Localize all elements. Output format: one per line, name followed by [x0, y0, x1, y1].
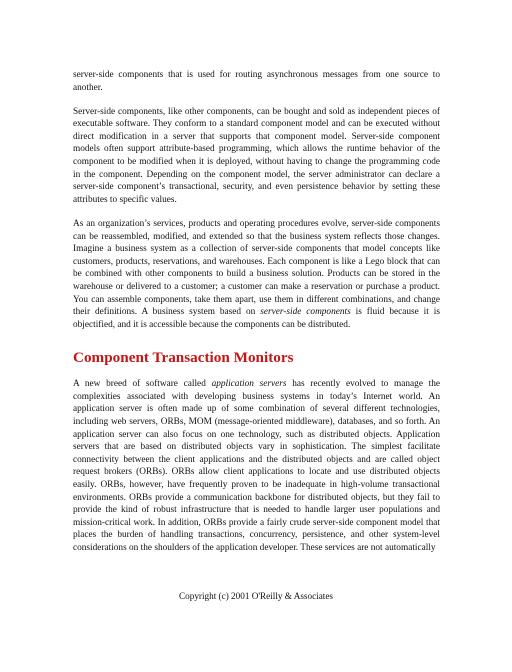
emphasized-text: server-side components	[260, 307, 351, 318]
body-paragraph	[73, 218, 440, 331]
body-paragraph	[73, 69, 440, 94]
page-footer: Copyright (c) 2001 O'Reilly & Associates	[179, 591, 333, 601]
paragraph-text: A new breed of software called	[73, 379, 212, 390]
page-content	[73, 69, 440, 566]
paragraph-text: As an organization’s services, products and operating procedures evolve, server-side components can be reassembled, modified, and extended so that the business system reflects those changes. Imagine a business system as a collection of server-side components that model concepts like customers, products, reservations, and warehouses. Each component is like a Lego block that can be combined with other components to build a business solution. Products can be stored in the warehouse or delivered to a customer; a customer can make a reservation or purchase a product. You can assemble components, take them apart, use them in different combinations, and change their definitions. A business system based on	[73, 218, 440, 318]
paragraph-text: has recently evolved to manage the complexities associated with developing business systems in today’s Internet world. An application server is often made up of some combination of several different technologies, including web servers, ORBs, MOM (message-oriented middleware), databases, and so forth. An application server can also focus on one technology, such as distributed objects. Application servers that are based on distributed objects vary in sophistication. The simplest facilitate connectivity between the client applications and the distributed objects and are called object request brokers (ORBs). ORBs allow client applications to locate and use distributed objects easily. ORBs, however, have frequently proven to be inadequate in high-volume transactional environments. ORBs provide a communication backbone for distributed objects, but they fail to provide the kind of robust infrastructure that is needed to handle larger user populations and mission-critical work. In addition, ORBs provide a fairly crude server-side component model that places the burden of handling transactions, concurrency, persistence, and other system-level considerations on the shoulders of the application developer. These services are not automatically	[73, 379, 441, 553]
paragraph-text: server-side components that is used for routing asynchronous messages from one source to another.	[73, 70, 440, 93]
body-paragraph	[73, 378, 440, 554]
emphasized-text: application servers	[211, 379, 287, 390]
section-heading: Component Transaction Monitors	[73, 349, 294, 367]
body-paragraph	[73, 106, 440, 207]
intro-paragraphs	[73, 69, 440, 331]
section-paragraphs	[73, 378, 440, 554]
paragraph-text: Server-side components, like other components, can be bought and sold as independent pieces of executable software. They conform to a standard component model and can be executed without direct modification in a server that supports that component model. Server-side component models often support attribute-based programming, which allows the runtime behavior of the component to be modified when it is deployed, without having to change the programming code in the component. Depending on the component model, the server administrator can declare a server-side component’s transactional, security, and even persistence behavior by setting these attributes to specific values.	[73, 106, 440, 205]
paragraph-text: is fluid because it is objectified, and it is accessible because the components can be distributed.	[73, 307, 440, 330]
